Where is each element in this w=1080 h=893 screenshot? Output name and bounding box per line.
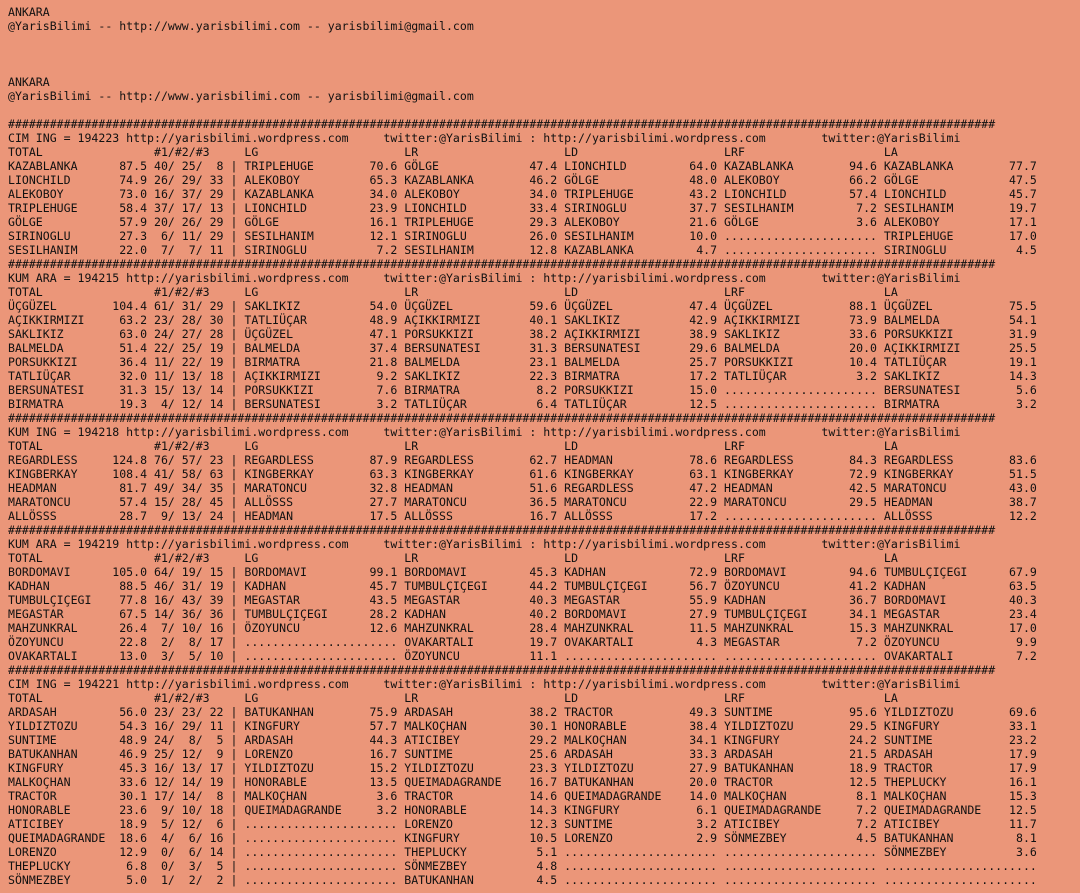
table-row: QUEIMADAGRANDE 18.6 4/ 6/ 16 | ...................... KINGFURY 10.5 LORENZO 2.9 SÖNMEZBEY 4.5 BATUKANHAN 8.1 <box>8 831 1037 845</box>
table-row: ALLÖSSS 28.7 9/ 13/ 24 | HEADMAN 17.5 ALLÖSSS 16.7 ALLÖSSS 17.2 ...................... ALLÖSSS 12.2 <box>8 509 1037 523</box>
table-row: MAHZUNKRAL 26.4 7/ 10/ 16 | ÖZOYUNCU 12.6 MAHZUNKRAL 28.4 MAHZUNKRAL 11.5 MAHZUNKRAL 15.3 MAHZUNKRAL 17.0 <box>8 621 1037 635</box>
separator: ############################################################################################################################################## <box>8 257 996 271</box>
section-title: CIM ING = 194223 http://yarisbilimi.wordpress.com twitter:@YarisBilimi : http://yarisbilimi.wordpress.com twitter:@YarisBilimi <box>8 131 961 145</box>
table-row: YILDIZTOZU 54.3 16/ 29/ 11 | KINGFURY 57.7 MALKOÇHAN 30.1 HONORABLE 38.4 YILDIZTOZU 29.5 KINGFURY 33.1 <box>8 719 1037 733</box>
separator: ############################################################################################################################################## <box>8 663 996 677</box>
table-row: MEGASTAR 67.5 14/ 36/ 36 | TUMBULÇIÇEGI 28.2 KADHAN 40.2 BORDOMAVI 27.9 TUMBULÇIÇEGI 34.1 MEGASTAR 23.4 <box>8 607 1037 621</box>
table-row: LIONCHILD 74.9 26/ 29/ 33 | ALEKOBOY 65.3 KAZABLANKA 46.2 GÖLGE 48.0 ALEKOBOY 66.2 GÖLGE 47.5 <box>8 173 1037 187</box>
table-row: BATUKANHAN 46.9 25/ 12/ 9 | LORENZO 16.7 SUNTIME 25.6 ARDASAH 33.3 ARDASAH 21.5 ARDASAH 17.9 <box>8 747 1037 761</box>
table-row: HONORABLE 23.6 9/ 10/ 18 | QUEIMADAGRANDE 3.2 HONORABLE 14.3 KINGFURY 6.1 QUEIMADAGRANDE 7.2 QUEIMADAGRANDE 12.5 <box>8 803 1037 817</box>
spacer <box>8 61 1080 75</box>
table-row: HEADMAN 81.7 49/ 34/ 35 | MARATONCU 32.8 HEADMAN 51.6 REGARDLESS 47.2 HEADMAN 42.5 MARATONCU 43.0 <box>8 481 1037 495</box>
table-row: SESILHANIM 22.0 7/ 7/ 11 | SIRINOGLU 7.2 SESILHANIM 12.8 KAZABLANKA 4.7 ...................... SIRINOGLU 4.5 <box>8 243 1037 257</box>
table-row: ÜÇGÜZEL 104.4 61/ 31/ 29 | SAKLIKIZ 54.0 ÜÇGÜZEL 59.6 ÜÇGÜZEL 47.4 ÜÇGÜZEL 88.1 ÜÇGÜZEL 75.5 <box>8 299 1037 313</box>
table-row: TRIPLEHUGE 58.4 37/ 17/ 13 | LIONCHILD 23.9 LIONCHILD 33.4 SIRINOGLU 37.7 SESILHANIM 7.2 SESILHANIM 19.7 <box>8 201 1037 215</box>
table-row: BERSUNATESI 31.3 15/ 13/ 14 | PORSUKKIZI 7.6 BIRMATRA 8.2 PORSUKKIZI 15.0 ...................... BERSUNATESI 5.6 <box>8 383 1037 397</box>
table-row: KINGFURY 45.3 16/ 13/ 17 | YILDIZTOZU 15.2 YILDIZTOZU 23.3 YILDIZTOZU 27.9 BATUKANHAN 18.9 TRACTOR 17.9 <box>8 761 1037 775</box>
header-city: ANKARA <box>8 75 50 89</box>
column-header: TOTAL #1/#2/#3 LG LR LD LRF LA <box>8 691 898 705</box>
column-header: TOTAL #1/#2/#3 LG LR LD LRF LA <box>8 285 898 299</box>
table-row: TATLIÜÇAR 32.0 11/ 13/ 18 | AÇIKKIRMIZI 9.2 SAKLIKIZ 22.3 BIRMATRA 17.2 TATLIÜÇAR 3.2 SAKLIKIZ 14.3 <box>8 369 1037 383</box>
section-title: KUM ARA = 194215 http://yarisbilimi.wordpress.com twitter:@YarisBilimi : http://yarisbilimi.wordpress.com twitter:@YarisBilimi <box>8 271 961 285</box>
table-row: SAKLIKIZ 63.0 24/ 27/ 28 | ÜÇGÜZEL 47.1 PORSUKKIZI 38.2 AÇIKKIRMIZI 38.9 SAKLIKIZ 33.6 PORSUKKIZI 31.9 <box>8 327 1037 341</box>
section-title: CIM ING = 194221 http://yarisbilimi.wordpress.com twitter:@YarisBilimi : http://yarisbilimi.wordpress.com twitter:@YarisBilimi <box>8 677 961 691</box>
table-row: MARATONCU 57.4 15/ 28/ 45 | ALLÖSSS 27.7 MARATONCU 36.5 MARATONCU 22.9 MARATONCU 29.5 HEADMAN 38.7 <box>8 495 1037 509</box>
section-title: KUM ARA = 194219 http://yarisbilimi.wordpress.com twitter:@YarisBilimi : http://yarisbilimi.wordpress.com twitter:@YarisBilimi <box>8 537 961 551</box>
table-row: SUNTIME 48.9 24/ 8/ 5 | ARDASAH 44.3 ATICIBEY 29.2 MALKOÇHAN 34.1 KINGFURY 24.2 SUNTIME 23.2 <box>8 733 1037 747</box>
table-row: BORDOMAVI 105.0 64/ 19/ 15 | BORDOMAVI 99.1 BORDOMAVI 45.3 KADHAN 72.9 BORDOMAVI 94.6 TUMBULÇIÇEGI 67.9 <box>8 565 1037 579</box>
spacer <box>8 103 1080 117</box>
column-header: TOTAL #1/#2/#3 LG LR LD LRF LA <box>8 439 898 453</box>
race-report <box>8 5 1080 887</box>
header-contact: @YarisBilimi -- http://www.yarisbilimi.com -- yarisbilimi@gmail.com <box>8 19 474 33</box>
table-row: ALEKOBOY 73.0 16/ 37/ 29 | KAZABLANKA 34.0 ALEKOBOY 34.0 TRIPLEHUGE 43.2 LIONCHILD 57.4 LIONCHILD 45.7 <box>8 187 1037 201</box>
table-row: GÖLGE 57.9 20/ 26/ 29 | GÖLGE 16.1 TRIPLEHUGE 29.3 ALEKOBOY 21.6 GÖLGE 3.6 ALEKOBOY 17.1 <box>8 215 1037 229</box>
header-contact: @YarisBilimi -- http://www.yarisbilimi.com -- yarisbilimi@gmail.com <box>8 89 474 103</box>
table-row: SÖNMEZBEY 5.0 1/ 2/ 2 | ...................... BATUKANHAN 4.5 ...................... ...................... ...................... <box>8 873 1037 887</box>
table-row: ATICIBEY 18.9 5/ 12/ 6 | ...................... LORENZO 12.3 SUNTIME 3.2 ATICIBEY 7.2 ATICIBEY 11.7 <box>8 817 1037 831</box>
table-row: ARDASAH 56.0 23/ 23/ 22 | BATUKANHAN 75.9 ARDASAH 38.2 TRACTOR 49.3 SUNTIME 95.6 YILDIZTOZU 69.6 <box>8 705 1037 719</box>
table-row: ÖZOYUNCU 22.8 2/ 8/ 17 | ...................... OVAKARTALI 19.7 OVAKARTALI 4.3 MEGASTAR 7.2 ÖZOYUNCU 9.9 <box>8 635 1037 649</box>
table-row: KADHAN 88.5 46/ 31/ 19 | KADHAN 45.7 TUMBULÇIÇEGI 44.2 TUMBULÇIÇEGI 56.7 ÖZOYUNCU 41.2 KADHAN 63.5 <box>8 579 1037 593</box>
table-row: OVAKARTALI 13.0 3/ 5/ 10 | ...................... ÖZOYUNCU 11.1 ...................... ...................... OVAKARTALI 7.2 <box>8 649 1037 663</box>
table-row: KAZABLANKA 87.5 40/ 25/ 8 | TRIPLEHUGE 70.6 GÖLGE 47.4 LIONCHILD 64.0 KAZABLANKA 94.6 KAZABLANKA 77.7 <box>8 159 1037 173</box>
table-row: AÇIKKIRMIZI 63.2 23/ 28/ 30 | TATLIÜÇAR 48.9 AÇIKKIRMIZI 40.1 SAKLIKIZ 42.9 AÇIKKIRMIZI 73.9 BALMELDA 54.1 <box>8 313 1037 327</box>
section-title: KUM ING = 194218 http://yarisbilimi.wordpress.com twitter:@YarisBilimi : http://yarisbilimi.wordpress.com twitter:@YarisBilimi <box>8 425 961 439</box>
table-row: REGARDLESS 124.8 76/ 57/ 23 | REGARDLESS 87.9 REGARDLESS 62.7 HEADMAN 78.6 REGARDLESS 84.3 REGARDLESS 83.6 <box>8 453 1037 467</box>
separator: ############################################################################################################################################## <box>8 411 996 425</box>
table-row: MALKOÇHAN 33.6 12/ 14/ 19 | HONORABLE 13.5 QUEIMADAGRANDE 16.7 BATUKANHAN 20.0 TRACTOR 12.5 THEPLUCKY 16.1 <box>8 775 1037 789</box>
separator: ############################################################################################################################################## <box>8 523 996 537</box>
table-row: TRACTOR 30.1 17/ 14/ 8 | MALKOÇHAN 3.6 TRACTOR 14.6 QUEIMADAGRANDE 14.0 MALKOÇHAN 8.1 MALKOÇHAN 15.3 <box>8 789 1037 803</box>
spacer <box>8 33 1080 47</box>
table-row: TUMBULÇIÇEGI 77.8 16/ 43/ 39 | MEGASTAR 43.5 MEGASTAR 40.3 MEGASTAR 55.9 KADHAN 36.7 BORDOMAVI 40.3 <box>8 593 1037 607</box>
table-row: SIRINOGLU 27.3 6/ 11/ 29 | SESILHANIM 12.1 SIRINOGLU 26.0 SESILHANIM 10.0 ...................... TRIPLEHUGE 17.0 <box>8 229 1037 243</box>
separator: ############################################################################################################################################## <box>8 117 996 131</box>
column-header: TOTAL #1/#2/#3 LG LR LD LRF LA <box>8 551 898 565</box>
column-header: TOTAL #1/#2/#3 LG LR LD LRF LA <box>8 145 898 159</box>
table-row: LORENZO 12.9 0/ 6/ 14 | ...................... THEPLUCKY 5.1 ...................... ...................... SÖNMEZBEY 3.6 <box>8 845 1037 859</box>
table-row: BALMELDA 51.4 22/ 25/ 19 | BALMELDA 37.4 BERSUNATESI 31.3 BERSUNATESI 29.6 BALMELDA 20.0 AÇIKKIRMIZI 25.5 <box>8 341 1037 355</box>
table-row: THEPLUCKY 6.8 0/ 3/ 5 | ...................... SÖNMEZBEY 4.8 ...................... ...................... ...................... <box>8 859 1037 873</box>
table-row: PORSUKKIZI 36.4 11/ 22/ 19 | BIRMATRA 21.8 BALMELDA 23.1 BALMELDA 25.7 PORSUKKIZI 10.4 TATLIÜÇAR 19.1 <box>8 355 1037 369</box>
table-row: KINGBERKAY 108.4 41/ 58/ 63 | KINGBERKAY 63.3 KINGBERKAY 61.6 KINGBERKAY 63.1 KINGBERKAY 72.9 KINGBERKAY 51.5 <box>8 467 1037 481</box>
header-city: ANKARA <box>8 5 50 19</box>
spacer <box>8 47 1080 61</box>
table-row: BIRMATRA 19.3 4/ 12/ 14 | BERSUNATESI 3.2 TATLIÜÇAR 6.4 TATLIÜÇAR 12.5 ...................... BIRMATRA 3.2 <box>8 397 1037 411</box>
